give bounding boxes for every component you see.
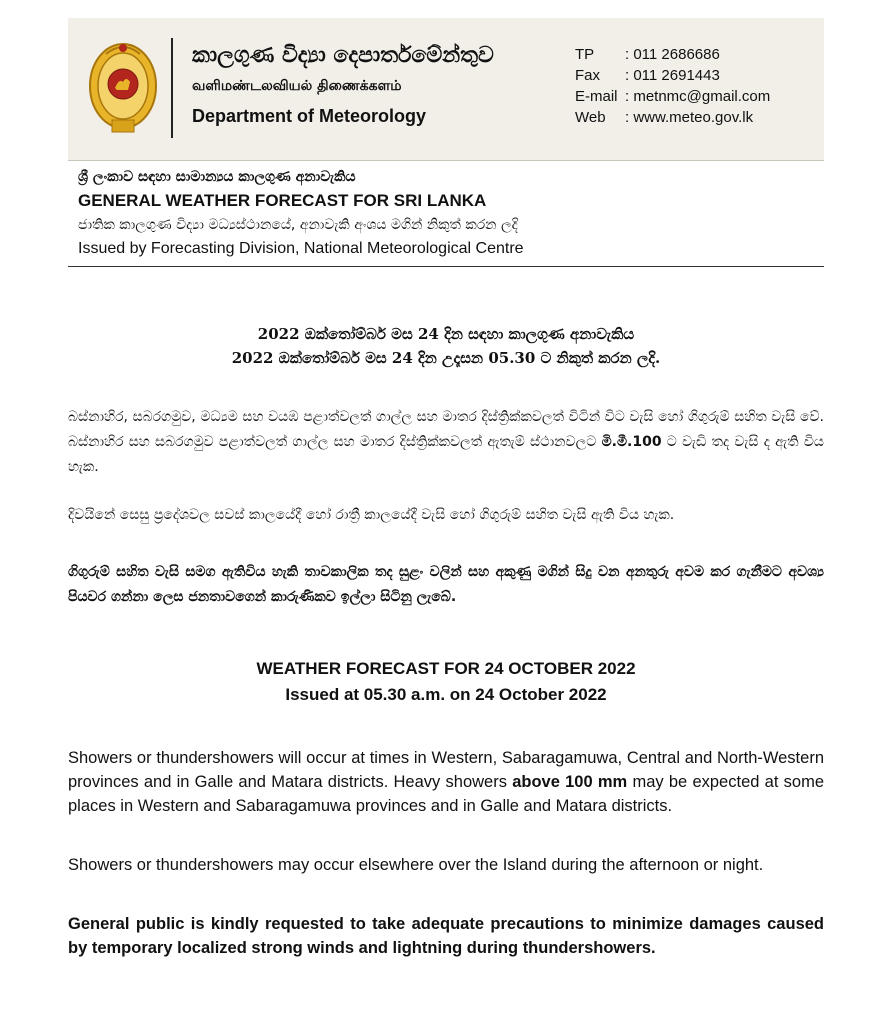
subheader-issued-english: Issued by Forecasting Division, National Meteorological Centre (78, 240, 524, 257)
sinhala-paragraph-1 (68, 405, 824, 480)
dept-name-tamil: வளிமண்டலவியல் திணைக்களம் (192, 78, 402, 94)
sinhala-title-line2: 2022 ඔක්තෝම්බර් මස 24 දින උදෑසන 05.30 ට නිකුත් කරන ලදි. (231, 349, 661, 367)
text-run-bold: මි.මී.100 (601, 434, 662, 450)
text-run: may be expected at some places in Western and Sabaragamuwa provinces and in Galle and Matara districts. (68, 773, 824, 815)
contact-web (575, 107, 770, 128)
sinhala-title-line1: 2022 ඔක්තෝම්බර් මස 24 දින සඳහා කාලගුණ අනාවැකිය (257, 325, 635, 343)
contact-info (575, 44, 770, 128)
contact-label: TP (575, 46, 595, 63)
header-divider (171, 38, 173, 138)
dept-name-english: Department of Meteorology (192, 106, 427, 126)
department-names (192, 42, 494, 130)
text-run: බස්නාහිර, සබරගමුව, මධ්‍යම සහ වයඹ පළාත්වලත් ගාල්ල සහ මාතර දිස්ත්‍රික්කවලත් විටින් විට වැසි හෝ ගිගුරුම් සහිත වැසි වේ. බස්නාහිර සහ සබරගමුව පළාත්වලත් ගාල්ල සහ මාතර දිස්ත්‍රික්කවලත් ඇතැම් ස්ථානවලට (68, 409, 824, 450)
contact-value: : 011 2686686 (625, 46, 720, 63)
forecast-subheader (78, 165, 824, 261)
sinhala-paragraph-2: දිවයිනේ සෙසු ප්‍රදේශවල සවස් කාලයේදී හෝ රාත්‍රී කාලයේදී වැසි හෝ ගිගුරුම් සහිත වැසි ඇති විය හැක. (68, 507, 675, 523)
contact-value: : 011 2691443 (625, 67, 720, 84)
dept-name-sinhala: කාලගුණ විද්‍යා දෙපාර්තමේන්තුව (192, 43, 494, 68)
text-run: ට වැඩි තද වැසි ද ඇති විය හැක. (68, 434, 824, 475)
sinhala-forecast-title (68, 322, 824, 370)
subheader-title-english: GENERAL WEATHER FORECAST FOR SRI LANKA (78, 191, 487, 210)
english-title-line1: WEATHER FORECAST FOR 24 OCTOBER 2022 (256, 659, 636, 678)
english-paragraph-1 (68, 746, 824, 818)
english-paragraph-2: Showers or thundershowers may occur elsewhere over the Island during the afternoon or night. (68, 856, 764, 874)
header-rule (68, 266, 824, 267)
subheader-issued-sinhala: ජාතික කාලගුණ විද්‍යා මධ්‍යස්ථානයේ, අනාවැකි අංශය මගින් නිකුත් කරන ලදි (78, 217, 518, 233)
english-paragraph-3: General public is kindly requested to take adequate precautions to minimize damages caused by temporary localized strong winds and lightning during thundershowers. (68, 915, 824, 957)
contact-email (575, 86, 770, 107)
text-run: Showers or thundershowers will occur at times in Western, Sabaragamuwa, Central and North-Western provinces and in Galle and Matara districts. Heavy showers (68, 749, 824, 791)
contact-label: E-mail (575, 88, 618, 105)
english-forecast-title (68, 656, 824, 708)
letterhead (68, 18, 824, 161)
contact-label: Fax (575, 67, 601, 84)
contact-value[interactable]: : www.meteo.gov.lk (625, 109, 754, 126)
contact-fax (575, 65, 770, 86)
text-run-bold: above 100 mm (512, 773, 628, 791)
english-title-line2: Issued at 05.30 a.m. on 24 October 2022 (285, 685, 607, 704)
contact-phone (575, 44, 770, 65)
sinhala-paragraph-3: ගිගුරුම් සහිත වැසි සමග ඇතිවිය හැකි තාවකාලික තද සුළං වලින් සහ අකුණු මගින් සිදු වන අනතුරු අවම කර ගැනීමට අවශ්‍ය පියවර ගන්නා ලෙස ජනතාවගෙන් කාරුණිකව ඉල්ලා සිටිනු ලැබේ. (68, 564, 824, 605)
contact-value[interactable]: : metnmc@gmail.com (625, 88, 771, 105)
subheader-title-sinhala: ශ්‍රී ලංකාව සඳහා සාමාන්‍යය කාලගුණ අනාවැකිය (78, 169, 356, 185)
contact-label: Web (575, 109, 606, 126)
sri-lanka-emblem-icon (86, 40, 160, 138)
